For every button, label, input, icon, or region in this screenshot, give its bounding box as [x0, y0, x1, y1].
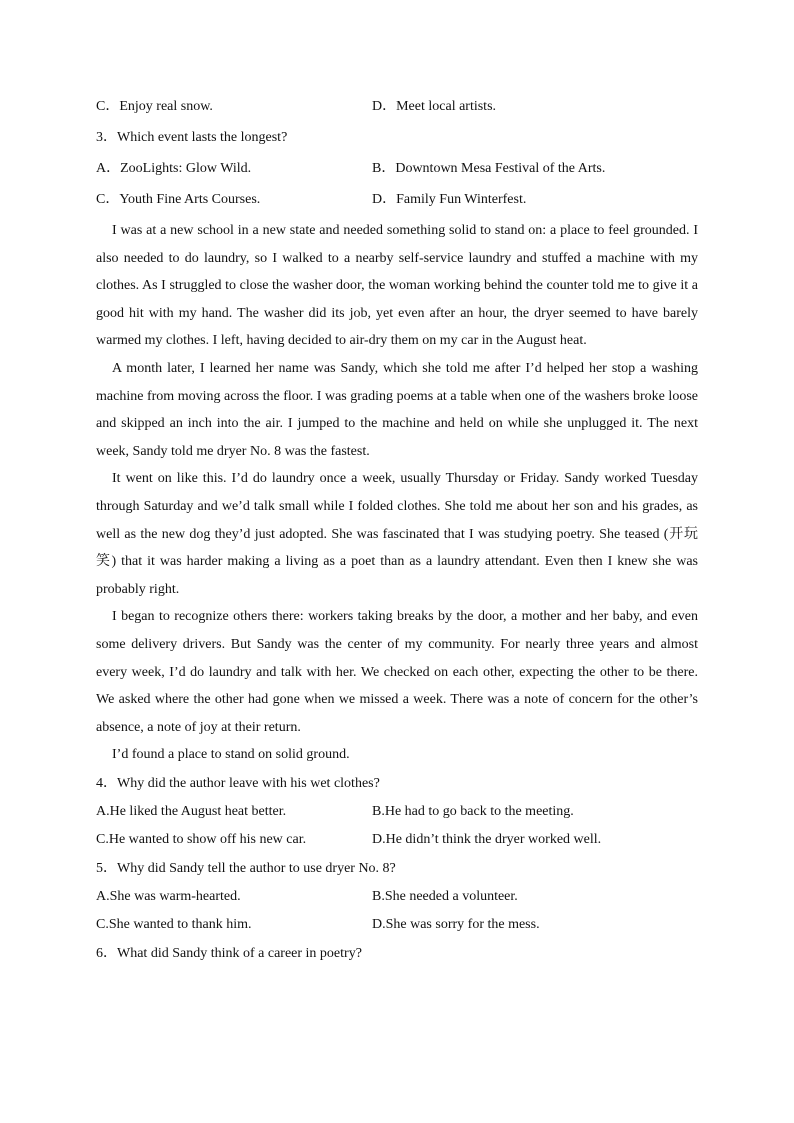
q2-option-d: D．Meet local artists. [372, 99, 497, 114]
q2-option-c: C．Enjoy real snow. [96, 99, 213, 114]
q3-options-cd [96, 189, 698, 217]
q5-option-a: A.She was warm-hearted. [96, 888, 241, 904]
passage-paragraph-3: It went on like this. I’d do laundry once a week, usually Thursday or Friday. Sandy worked Tuesday through Saturday and we’d talk small while I folded clothes. She told me about her son and his grades, as well as the new dog they’d just adopted. She was fascinated that I was studying poetry. She teased (开玩笑) that it was harder making a living as a poet than as a laundry attendant. Even then I knew she was probably right. [96, 471, 698, 597]
q4-option-b: B.He had to go back to the meeting. [372, 803, 574, 819]
q4-option-a: A.He liked the August heat better. [96, 803, 287, 819]
reading-passage [96, 217, 698, 769]
q5-option-b: B.She needed a volunteer. [372, 888, 518, 904]
passage-paragraph-2: A month later, I learned her name was Sandy, which she told me after I’d helped her stop a washing machine from moving across the floor. I was grading poems at a table when one of the washers broke loose and skipped an inch into the air. I jumped to the machine and held on while she unplugged it. The next week, Sandy told me dryer No. 8 was the fastest. [96, 360, 698, 459]
q4-option-d: D.He didn’t think the dryer worked well. [372, 831, 602, 847]
q4-options-ab [96, 798, 698, 826]
q5-stem: 5．Why did Sandy tell the author to use dryer No. 8? [96, 860, 396, 876]
passage-paragraph-4: I began to recognize others there: workers taking breaks by the door, a mother and her baby, and even some delivery drivers. But Sandy was the center of my community. For nearly three years and almost every week, I’d do laundry and talk with her. We checked on each other, expecting the other to be there. We asked where the other had gone when we missed a week. There was a note of concern for the other’s absence, a note of joy at their return. [96, 609, 698, 735]
q6-stem: 6．What did Sandy think of a career in poetry? [96, 945, 362, 961]
q5-option-d: D.She was sorry for the mess. [372, 916, 540, 932]
q3-option-c: C．Youth Fine Arts Courses. [96, 192, 261, 207]
q3-option-a: A．ZooLights: Glow Wild. [96, 161, 252, 176]
q3-options-ab [96, 158, 698, 189]
passage-paragraph-1: I was at a new school in a new state and needed something solid to stand on: a place to feel grounded. I also needed to do laundry, so I walked to a nearby self-service laundry and stuffed a machine with my clothes. As I struggled to close the washer door, the woman working behind the counter told me to give it a good hit with my hand. The washer did its job, yet even after an hour, the dryer seemed to have barely warmed my clothes. I left, having decided to air-dry them on my car in the August heat. [96, 223, 698, 349]
worksheet-page [96, 96, 698, 968]
q4-options-cd [96, 826, 698, 854]
q5-options-cd [96, 911, 698, 939]
q3-stem: 3．Which event lasts the longest? [96, 130, 288, 145]
q3-option-b: B．Downtown Mesa Festival of the Arts. [372, 161, 606, 176]
passage-paragraph-5: I’d found a place to stand on solid ground. [112, 747, 350, 763]
q5-option-c: C.She wanted to thank him. [96, 916, 252, 932]
q4-stem: 4．Why did the author leave with his wet clothes? [96, 775, 380, 791]
q4-option-c: C.He wanted to show off his new car. [96, 831, 307, 847]
q5-options-ab [96, 883, 698, 911]
q2-options-cd [96, 96, 698, 127]
q3-option-d: D．Family Fun Winterfest. [372, 192, 527, 207]
